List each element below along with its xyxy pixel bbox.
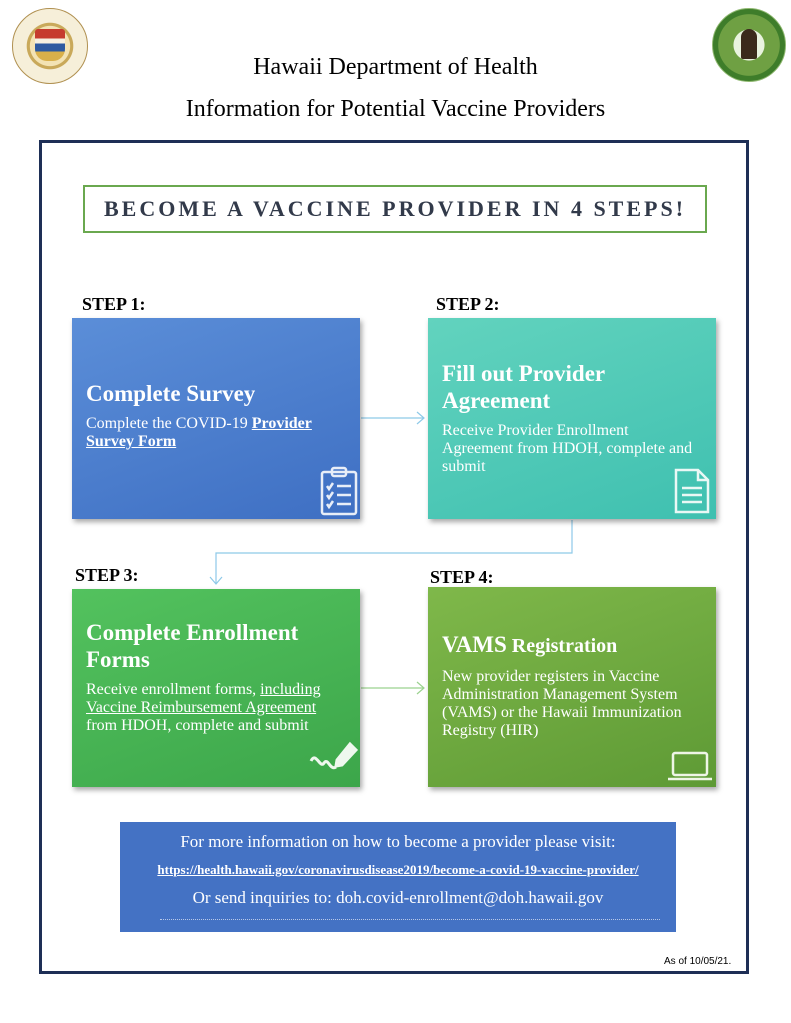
page-title: Hawaii Department of Health [253, 54, 538, 80]
provider-survey-form-link[interactable]: Provider Survey Form [86, 415, 312, 450]
more-info-box [120, 822, 676, 932]
step1-title: Complete Survey [86, 381, 256, 406]
provider-info-url-link[interactable]: https://health.hawaii.gov/coronavirusdisease2019/become-a-covid-19-vaccine-provider/ [157, 862, 639, 877]
step1-text [86, 415, 346, 451]
step4-text: New provider registers in Vaccine Administration Management System (VAMS) or the Hawaii Immunization Registry (HIR) [442, 668, 682, 739]
step1-card [72, 318, 360, 519]
vaccine-reimbursement-agreement-link[interactable]: including Vaccine Reimbursement Agreement [86, 681, 321, 716]
arrow-step3-to-step4 [361, 682, 424, 694]
step3-label: STEP 3: [75, 565, 139, 585]
info-divider [160, 919, 660, 920]
step2-title: Fill out Provider Agreement [442, 361, 605, 413]
step1-text-before: Complete the COVID-19 [86, 415, 252, 432]
as-of-date: As of 10/05/21. [664, 956, 732, 967]
steps-banner: BECOME A VACCINE PROVIDER IN 4 STEPS! [83, 185, 707, 233]
step4-card [428, 587, 716, 787]
inquiries-email-text: Or send inquiries to: doh.covid-enrollment@doh.hawaii.gov [192, 888, 604, 907]
step4-title-rest: Registration [506, 635, 618, 657]
step1-label: STEP 1: [82, 294, 146, 314]
laptop-icon [666, 751, 714, 788]
more-info-text: For more information on how to become a provider please visit: [180, 832, 616, 851]
step2-card [428, 318, 716, 519]
signature-pen-icon [308, 741, 358, 782]
step3-card [72, 589, 360, 787]
arrow-step1-to-step2 [361, 412, 424, 424]
step3-title: Complete Enrollment Forms [86, 620, 299, 672]
page-subtitle: Information for Potential Vaccine Providers [185, 96, 606, 122]
step3-text [86, 681, 346, 735]
document-icon [674, 468, 710, 519]
step2-text: Receive Provider Enrollment Agreement from HDOH, complete and submit [442, 422, 693, 475]
arrow-step2-to-step3 [210, 520, 572, 584]
step4-label: STEP 4: [430, 567, 494, 587]
step3-text-before: Receive enrollment forms, [86, 681, 261, 698]
step2-label: STEP 2: [436, 294, 500, 314]
step4-title-main: VAMS [442, 632, 507, 657]
clipboard-checklist-icon [320, 466, 358, 521]
step4-title [442, 631, 702, 660]
step3-text-after: from HDOH, complete and submit [86, 717, 309, 734]
